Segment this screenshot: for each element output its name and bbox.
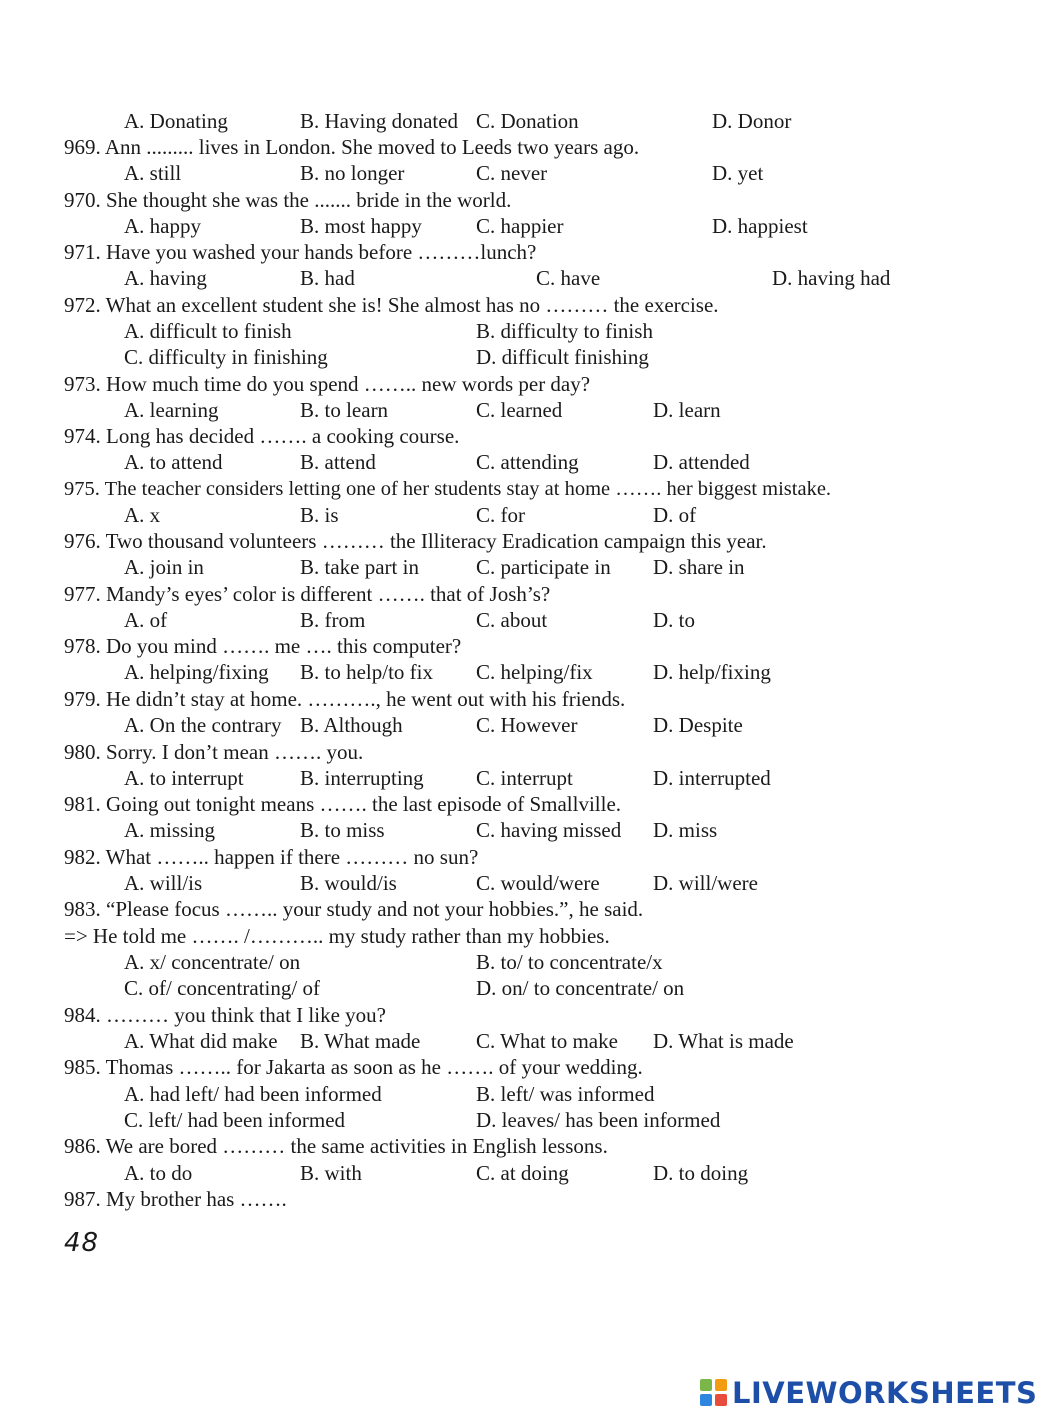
option-b[interactable]: B. take part in	[300, 555, 419, 579]
option-b[interactable]: B. is	[300, 503, 339, 527]
option-d[interactable]: D. to doing	[653, 1161, 749, 1185]
option-b[interactable]: B. with	[300, 1161, 362, 1185]
option-c[interactable]: C. never	[476, 161, 548, 185]
option-a[interactable]: A. had left/ had been informed	[124, 1082, 382, 1106]
option-b[interactable]: B. interrupting	[300, 766, 424, 790]
liveworksheets-logo	[700, 1378, 1037, 1408]
question-978: 978. Do you mind ……. me …. this computer?	[64, 634, 462, 658]
option-c[interactable]: C. about	[476, 608, 548, 632]
option-d[interactable]: D. What is made	[653, 1029, 794, 1053]
option-a[interactable]: A. to attend	[124, 450, 223, 474]
option-c[interactable]: C. attending	[476, 450, 579, 474]
option-d[interactable]: D. miss	[653, 818, 718, 842]
logo-square-blue	[700, 1394, 712, 1406]
option-d[interactable]: D. happiest	[712, 214, 808, 238]
option-b[interactable]: B. from	[300, 608, 366, 632]
question-987: 987. My brother has …….	[64, 1187, 287, 1211]
option-d[interactable]: D. share in	[653, 555, 745, 579]
option-a[interactable]: A. to interrupt	[124, 766, 244, 790]
option-d[interactable]: D. attended	[653, 450, 750, 474]
question-975: 975. The teacher considers letting one of her students stay at home ……. her biggest mistake.	[64, 478, 832, 500]
option-a[interactable]: A. Donating	[124, 109, 228, 133]
option-b[interactable]: B. Having donated	[300, 109, 459, 133]
question-979: 979. He didn’t stay at home. ………., he went out with his friends.	[64, 687, 626, 711]
option-b[interactable]: B. to/ to concentrate/x	[476, 950, 663, 974]
option-c[interactable]: C. at doing	[476, 1161, 569, 1185]
question-976: 976. Two thousand volunteers ……… the Illiteracy Eradication campaign this year.	[64, 529, 767, 553]
question-970: 970. She thought she was the ....... bride in the world.	[64, 188, 512, 212]
option-d[interactable]: D. to	[653, 608, 695, 632]
option-a[interactable]: A. What did make	[124, 1029, 278, 1053]
option-c[interactable]: C. have	[536, 266, 601, 290]
option-c[interactable]: C. However	[476, 713, 578, 737]
question-969: 969. Ann ......... lives in London. She moved to Leeds two years ago.	[64, 135, 640, 159]
logo-square-red	[715, 1394, 727, 1406]
question-982: 982. What …….. happen if there ……… no sun?	[64, 845, 479, 869]
question-977: 977. Mandy’s eyes’ color is different ……. that of Josh’s?	[64, 582, 551, 606]
option-d[interactable]: D. Donor	[712, 109, 792, 133]
option-c[interactable]: C. difficulty in finishing	[124, 345, 328, 369]
option-b[interactable]: B. would/is	[300, 871, 397, 895]
option-b[interactable]: B. no longer	[300, 161, 405, 185]
option-a[interactable]: A. still	[124, 161, 182, 185]
option-c[interactable]: C. Donation	[476, 109, 579, 133]
option-a[interactable]: A. helping/fixing	[124, 660, 269, 684]
option-c[interactable]: C. for	[476, 503, 525, 527]
option-b[interactable]: B. most happy	[300, 214, 422, 238]
option-a[interactable]: A. join in	[124, 555, 204, 579]
option-a[interactable]: A. learning	[124, 398, 219, 422]
option-c[interactable]: C. What to make	[476, 1029, 618, 1053]
question-973: 973. How much time do you spend …….. new words per day?	[64, 372, 591, 396]
question-986: 986. We are bored ……… the same activities in English lessons.	[64, 1134, 608, 1158]
option-c[interactable]: C. left/ had been informed	[124, 1108, 346, 1132]
option-a[interactable]: A. On the contrary	[124, 713, 282, 737]
option-a[interactable]: A. happy	[124, 214, 201, 238]
question-984: 984. ……… you think that I like you?	[64, 1003, 386, 1027]
option-c[interactable]: C. happier	[476, 214, 564, 238]
option-b[interactable]: B. What made	[300, 1029, 421, 1053]
option-c[interactable]: C. would/were	[476, 871, 600, 895]
option-d[interactable]: D. of	[653, 503, 697, 527]
option-d[interactable]: D. learn	[653, 398, 721, 422]
question-983: 983. “Please focus …….. your study and not your hobbies.”, he said.	[64, 897, 644, 921]
option-a[interactable]: A. missing	[124, 818, 216, 842]
option-d[interactable]: D. Despite	[653, 713, 743, 737]
option-b[interactable]: B. attend	[300, 450, 376, 474]
option-d[interactable]: D. having had	[772, 266, 891, 290]
option-a[interactable]: A. will/is	[124, 871, 203, 895]
option-b[interactable]: B. to learn	[300, 398, 389, 422]
option-d[interactable]: D. on/ to concentrate/ on	[476, 976, 685, 1000]
option-a[interactable]: A. having	[124, 266, 207, 290]
option-d[interactable]: D. difficult finishing	[476, 345, 649, 369]
logo-square-green	[700, 1379, 712, 1391]
option-a[interactable]: A. difficult to finish	[124, 319, 292, 343]
logo-text: LIVEWORKSHEETS	[732, 1376, 1037, 1410]
option-b[interactable]: B. had	[300, 266, 355, 290]
option-d[interactable]: D. will/were	[653, 871, 758, 895]
option-b[interactable]: B. Although	[300, 713, 403, 737]
option-b[interactable]: B. difficulty to finish	[476, 319, 653, 343]
option-a[interactable]: A. x	[124, 503, 161, 527]
option-d[interactable]: D. leaves/ has been informed	[476, 1108, 721, 1132]
question-985: 985. Thomas …….. for Jakarta as soon as he ……. of your wedding.	[64, 1055, 643, 1079]
question-974: 974. Long has decided ……. a cooking course.	[64, 424, 460, 448]
option-b[interactable]: B. to miss	[300, 818, 385, 842]
option-c[interactable]: C. learned	[476, 398, 563, 422]
question-971: 971. Have you washed your hands before ………lunch?	[64, 240, 537, 264]
logo-square-orange	[715, 1379, 727, 1391]
question-981: 981. Going out tonight means ……. the last episode of Smallville.	[64, 792, 622, 816]
option-b[interactable]: B. left/ was informed	[476, 1082, 655, 1106]
option-d[interactable]: D. interrupted	[653, 766, 771, 790]
logo-mark-icon	[700, 1379, 728, 1407]
option-c[interactable]: C. participate in	[476, 555, 611, 579]
option-c[interactable]: C. having missed	[476, 818, 622, 842]
question-972: 972. What an excellent student she is! She almost has no ……… the exercise.	[64, 293, 719, 317]
page-number: 48	[64, 1228, 100, 1258]
option-c[interactable]: C. helping/fix	[476, 660, 593, 684]
option-c[interactable]: C. of/ concentrating/ of	[124, 976, 320, 1000]
option-c[interactable]: C. interrupt	[476, 766, 573, 790]
option-b[interactable]: B. to help/to fix	[300, 660, 433, 684]
option-d[interactable]: D. yet	[712, 161, 764, 185]
question-980: 980. Sorry. I don’t mean ……. you.	[64, 740, 364, 764]
option-a[interactable]: A. of	[124, 608, 168, 632]
option-d[interactable]: D. help/fixing	[653, 660, 771, 684]
option-a[interactable]: A. to do	[124, 1161, 193, 1185]
question-983-rewrite: => He told me ……. /……….. my study rather than my hobbies.	[64, 924, 610, 948]
option-a[interactable]: A. x/ concentrate/ on	[124, 950, 301, 974]
